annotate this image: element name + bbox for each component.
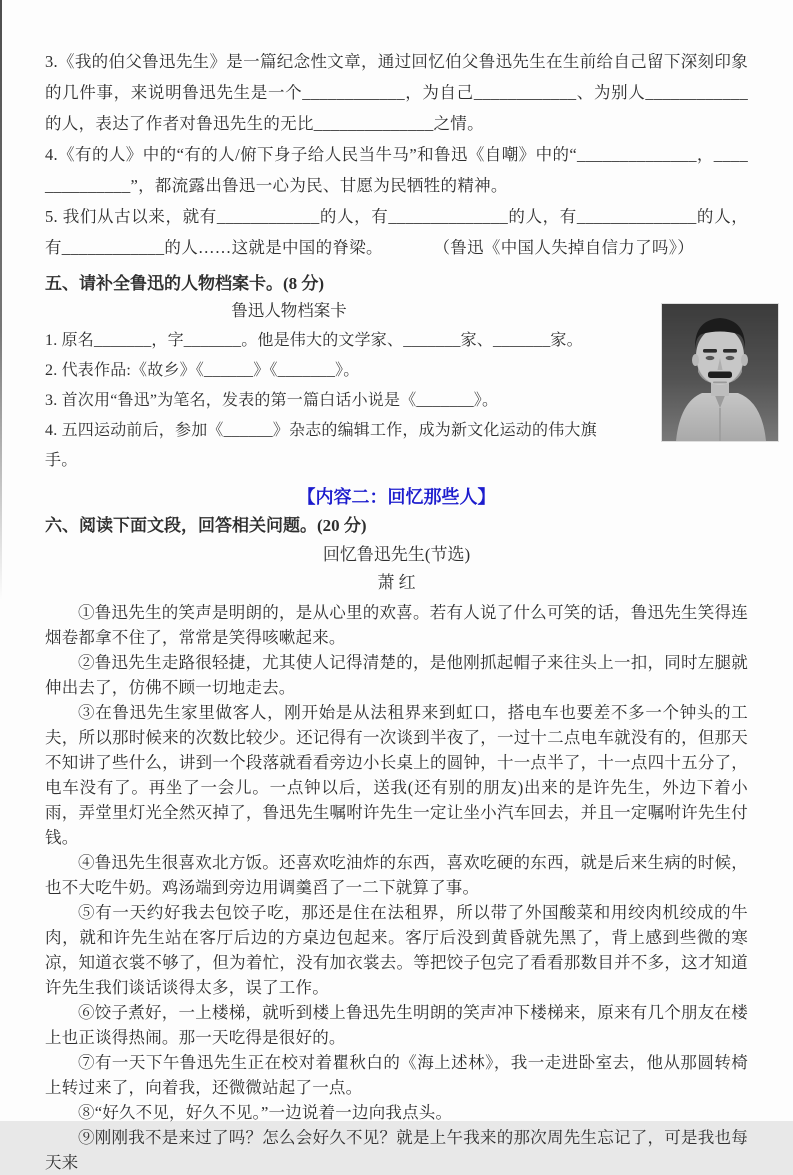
passage-paragraph-9: ⑨刚刚我不是来过了吗？怎么会好久不见？就是上午我来的那次周先生忘记了，可是我也每天来 [45, 1128, 748, 1172]
passage-paragraph-7: ⑦有一天下午鲁迅先生正在校对着瞿秋白的《海上述林》，我一走进卧室去，他从那圆转椅上转过来了，向着我，还微微站起了一点。 [45, 1053, 748, 1097]
archive-card-item-1: 1. 原名_______，字_______。他是伟大的文学家、_______家、_______家。 [45, 332, 583, 349]
scan-edge-artifact [0, 0, 2, 600]
question-3: 3.《我的伯父鲁迅先生》是一篇纪念性文章，通过回忆伯父鲁迅先生在生前给自己留下深刻印象的几件事，来说明鲁迅先生是一个____________，为自己____________、为别人____________的人，表达了作者对鲁迅先生的无比______________之情。 [45, 52, 748, 133]
archive-card-item-4: 4. 五四运动前后，参加《______》杂志的编辑工作，成为新文化运动的伟大旗手。 [45, 422, 597, 469]
passage-paragraph-8: ⑧“好久不见，好久不见。”一边说着一边向我点头。 [78, 1103, 453, 1122]
worksheet-content [45, 46, 748, 1175]
passage-paragraph-2: ②鲁迅先生走路很轻捷，尤其使人记得清楚的，是他刚抓起帽子来往头上一扣，同时左腿就伸出去了，仿佛不顾一切地走去。 [45, 653, 748, 697]
luxun-archive-card [45, 296, 748, 476]
archive-card-item-3: 3. 首次用“鲁迅”为笔名，发表的第一篇白话小说是《_______》。 [45, 392, 499, 409]
section-5-heading: 五、请补全鲁迅的人物档案卡。(8 分) [45, 274, 325, 293]
archive-card-item-2: 2. 代表作品:《故乡》《______》《_______》。 [45, 362, 360, 379]
section-6-heading: 六、阅读下面文段，回答相关问题。(20 分) [45, 516, 367, 535]
reading-passage [45, 600, 748, 1175]
passage-author: 萧 红 [377, 573, 416, 592]
content-two-banner: 【内容二：回忆那些人】 [297, 487, 496, 507]
passage-title: 回忆鲁迅先生(节选) [322, 545, 471, 564]
question-4: 4.《有的人》中的“有的人/俯下身子给人民当牛马”和鲁迅《自嘲》中的“______________，______________”，都流露出鲁迅一心为民、甘愿为民牺牲的精神。 [45, 145, 748, 195]
question-5: 5. 我们从古以来，就有____________的人，有______________的人，有______________的人，有____________的人……这就是中国的脊梁。 （鲁迅《中国人失掉自信力了吗》） [45, 207, 748, 257]
luxun-portrait-photo [662, 304, 778, 441]
passage-paragraph-3: ③在鲁迅先生家里做客人，刚开始是从法租界来到虹口，搭电车也要差不多一个钟头的工夫，所以那时候来的次数比较少。还记得有一次谈到半夜了，一过十二点电车就没有的，但那天不知讲了些什么，讲到一个段落就看看旁边小长桌上的圆钟，十一点半了，十一点四十五分了，电车没有了。再坐了一会儿。一点钟以后，送我(还有别的朋友)出来的是许先生，外边下着小雨，弄堂里灯光全然灭掉了，鲁迅先生嘱咐许先生一定让坐小汽车回去，并且一定嘱咐许先生付钱。 [45, 703, 748, 847]
passage-paragraph-1: ①鲁迅先生的笑声是明朗的，是从心里的欢喜。若有人说了什么可笑的话，鲁迅先生笑得连烟卷都拿不住了，常常是笑得咳嗽起来。 [45, 603, 748, 647]
archive-card-title: 鲁迅人物档案卡 [231, 301, 347, 320]
passage-paragraph-6: ⑥饺子煮好，一上楼梯，就听到楼上鲁迅先生明朗的笑声冲下楼梯来，原来有几个朋友在楼上也正谈得热闹。那一天吃得是很好的。 [45, 1003, 748, 1047]
passage-paragraph-4: ④鲁迅先生很喜欢北方饭。还喜欢吃油炸的东西，喜欢吃硬的东西，就是后来生病的时候，也不大吃牛奶。鸡汤端到旁边用调羹舀了一二下就算了事。 [45, 853, 748, 897]
passage-paragraph-5: ⑤有一天约好我去包饺子吃，那还是住在法租界，所以带了外国酸菜和用绞肉机绞成的牛肉，就和许先生站在客厅后边的方桌边包起来。客厅后没到黄昏就先黑了，背上感到些微的寒凉，知道衣裳不够了，但为着忙，没有加衣裳去。等把饺子包完了看看那数目并不多，这才知道许先生我们谈话谈得太多，误了工作。 [45, 903, 748, 997]
